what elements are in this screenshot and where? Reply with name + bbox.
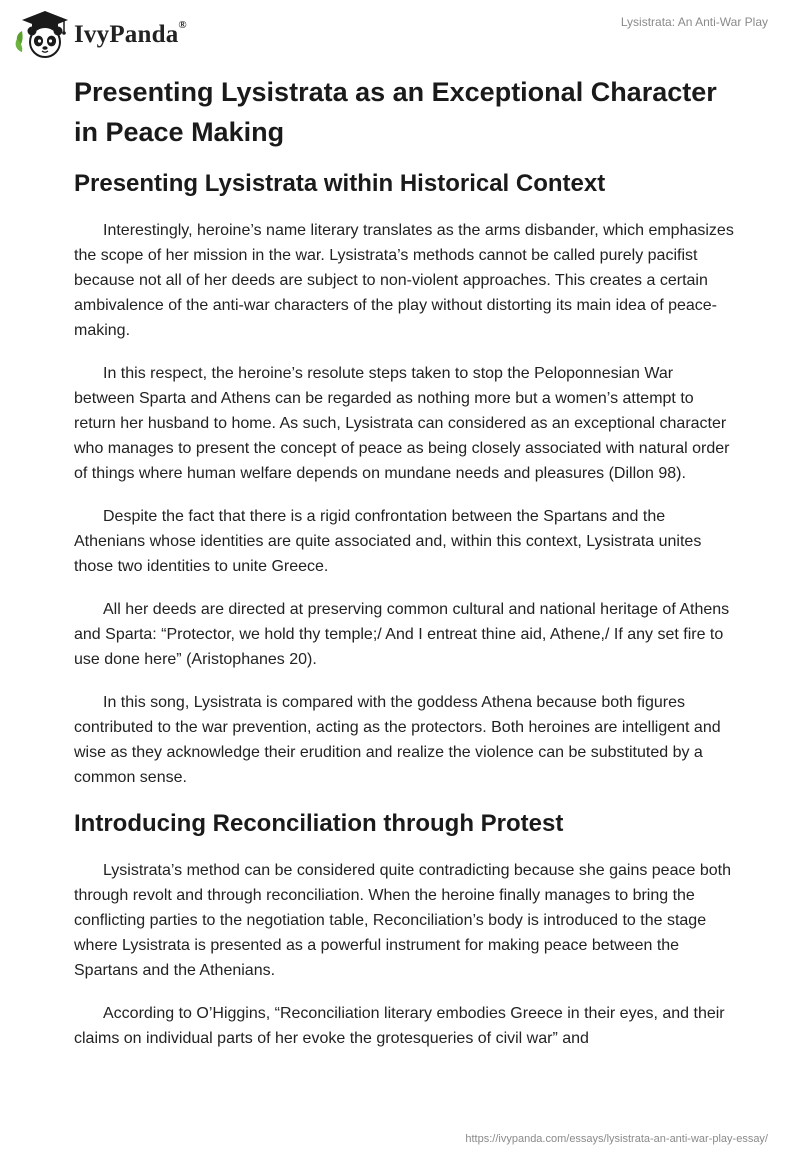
paragraph: According to O’Higgins, “Reconciliation literary embodies Greece in their eyes, and their claims on individual parts of her evoke the grotesqueries of civil war” and — [74, 1005, 725, 1047]
article-content — [74, 72, 734, 1069]
section-heading-historical-context: Presenting Lysistrata within Historical Context — [74, 170, 606, 197]
paragraph: Despite the fact that there is a rigid confrontation between the Spartans and the Athenians whose identities are quite associated and, within this context, Lysistrata unites those two identities to unite Greece. — [74, 508, 702, 575]
panda-graduation-cap-icon — [14, 8, 72, 60]
document-title: Lysistrata: An Anti-War Play — [620, 15, 768, 29]
footer-url[interactable]: https://ivypanda.com/essays/lysistrata-an-anti-war-play-essay/ — [465, 1133, 768, 1145]
brand-name: IvyPanda® — [74, 19, 187, 48]
page-header — [0, 0, 800, 70]
paragraph: Interestingly, heroine’s name literary translates as the arms disbander, which emphasizes the scope of her mission in the war. Lysistrata’s methods cannot be called purely pacifist because not all of her deeds are subject to non-violent approaches. This creates a certain ambivalence of the anti-war characters of the play without distorting its main idea of peace-making. — [74, 222, 734, 339]
paragraph: Lysistrata’s method can be considered quite contradicting because she gains peace both through revolt and through reconciliation. When the heroine finally manages to bring the conflicting parties to the negotiation table, Reconciliation’s body is introduced to the stage where Lysistrata is presented as a powerful instrument for making peace between the Spartans and the Athenians. — [74, 862, 731, 979]
article-title: Presenting Lysistrata as an Exceptional Character in Peace Making — [74, 77, 717, 147]
registered-mark: ® — [178, 19, 187, 31]
paragraph: All her deeds are directed at preserving common cultural and national heritage of Athens and Sparta: “Protector, we hold thy temple;/ And I entreat thine aid, Athene,/ If any set fire to use done here” (Aristophanes 20). — [74, 601, 730, 668]
ivypanda-logo[interactable] — [14, 8, 187, 60]
paragraph: In this song, Lysistrata is compared with the goddess Athena because both figures contributed to the war prevention, acting as the protectors. Both heroines are intelligent and wise as they acknowledge their erudition and realize the violence can be substituted by a common sense. — [74, 694, 721, 786]
paragraph: In this respect, the heroine’s resolute steps taken to stop the Peloponnesian War between Sparta and Athens can be regarded as nothing more but a women’s attempt to return her husband to home. As such, Lysistrata can considered as an exceptional character who manages to present the concept of peace as being closely associated with natural order of things where human welfare depends on mundane needs and pleasures (Dillon 98). — [74, 365, 730, 482]
section-heading-reconciliation: Introducing Reconciliation through Protest — [74, 810, 564, 837]
